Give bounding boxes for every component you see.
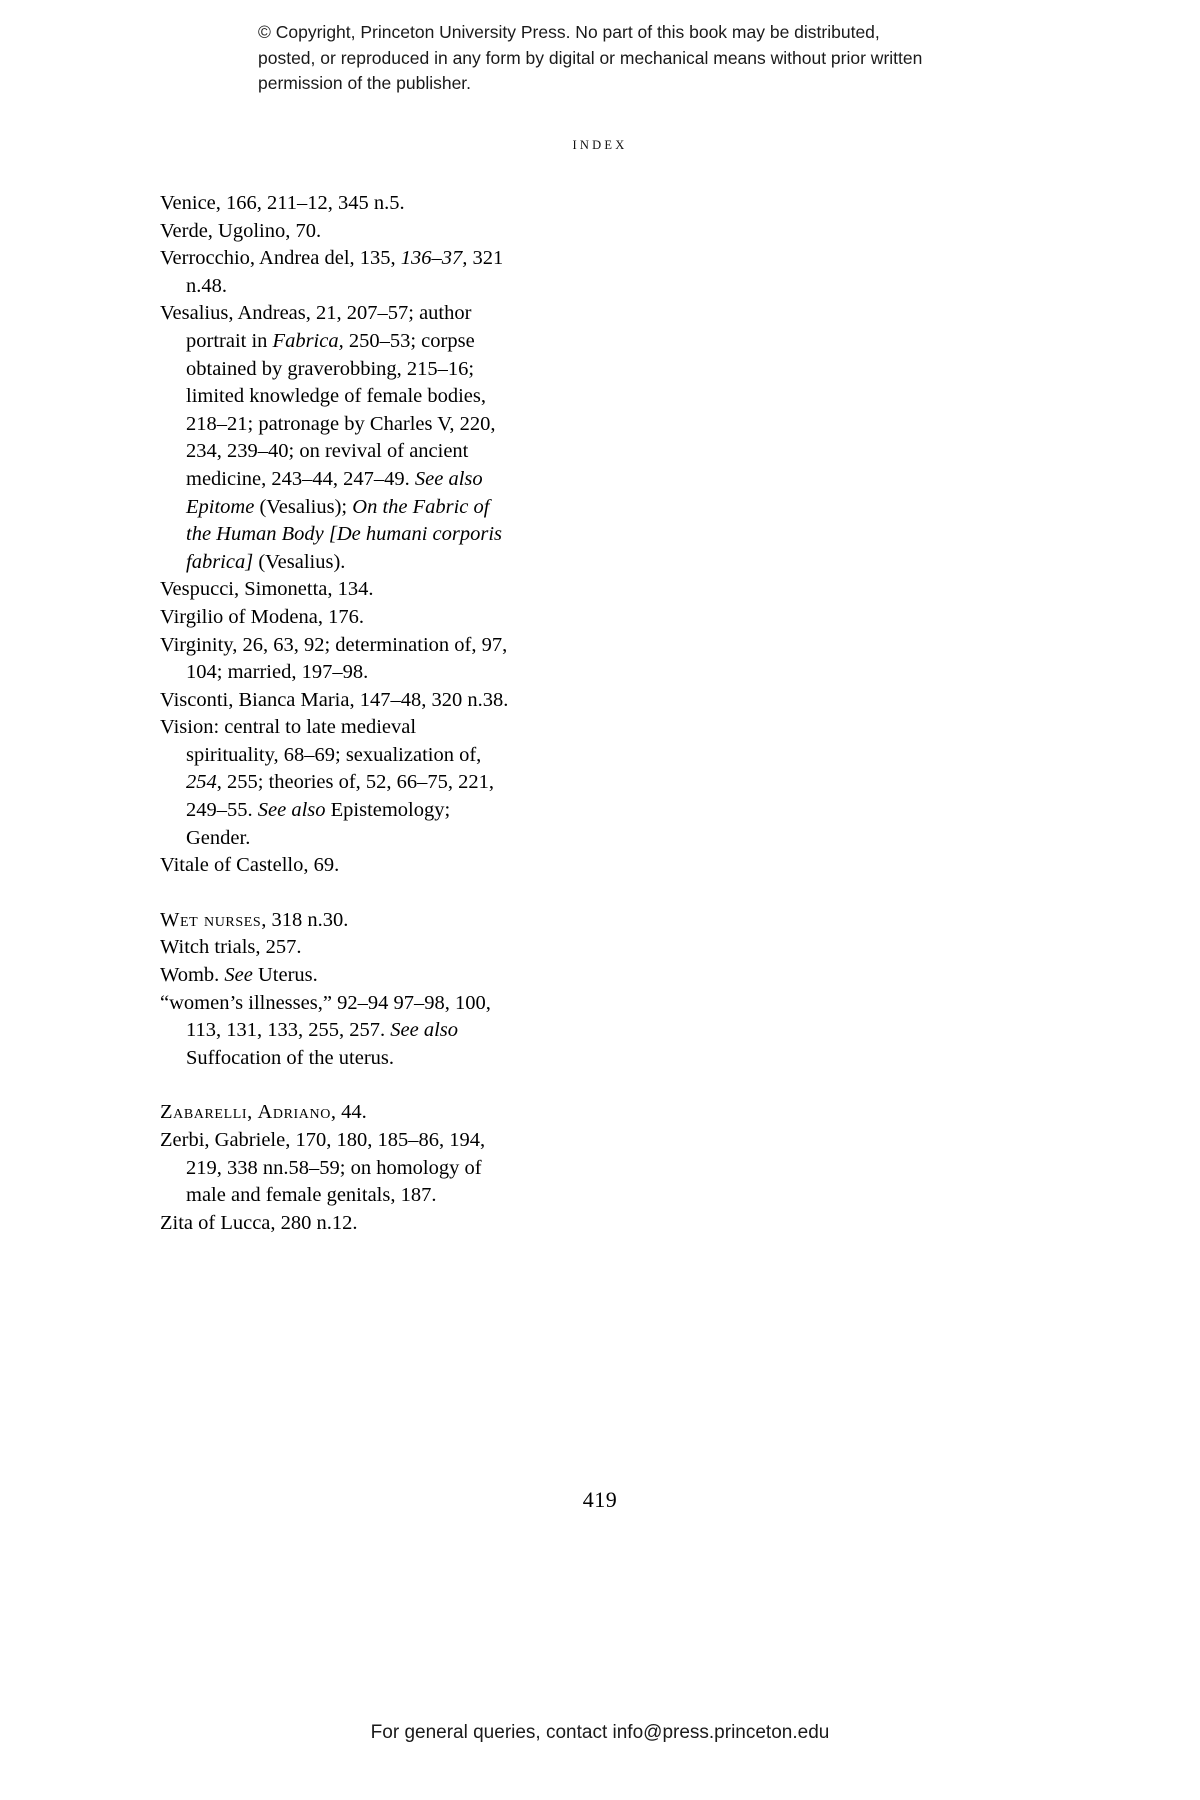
index-entry-vespucci: Vespucci, Simonetta, 134. <box>160 578 374 601</box>
index-entry-verde-ugolino: Verde, Ugolino, 70. <box>160 219 322 242</box>
index-entry-venice: Venice, 166, 211–12, 345 n.5. <box>160 192 405 214</box>
index-entry-verrocchio: Verrocchio, Andrea del, 135, 136–37, 321 n.48. <box>160 247 504 297</box>
running-head: INDEX <box>572 138 628 152</box>
index-entry-vesalius: Vesalius, Andreas, 21, 207–57; author portrait in Fabrica, 250–53; corpse obtained by graverobbing, 215–16; limited knowledge of female bodies, 218–21; patronage by Charles V, 220, 234, 239–40; on revival of ancient medicine, 243–44, 247–49. See also Epitome (Vesalius); On the Fabric of the Human Body [De humani corporis fabrica] (Vesalius). <box>160 302 503 573</box>
index-entry-womens-illnesses: “women’s illnesses,” 92–94 97–98, 100, 113, 131, 133, 255, 257. See also Suffocation of the uterus. <box>160 991 491 1069</box>
index-entry-virgilio-modena: Virgilio of Modena, 176. <box>160 605 364 628</box>
index-entry-zerbi: Zerbi, Gabriele, 170, 180, 185–86, 194, 219, 338 nn.58–59; on homology of male and female genitals, 187. <box>160 1129 486 1207</box>
index-entry-column <box>160 190 510 1237</box>
page-number: 419 <box>582 1487 618 1512</box>
index-entry-vitale-castello: Vitale of Castello, 69. <box>160 854 340 877</box>
index-entry-vision: Vision: central to late medieval spirituality, 68–69; sexualization of, 254, 255; theories of, 52, 66–75, 221, 249–55. See also Epistemology; Gender. <box>160 716 495 849</box>
footer-contact-note: For general queries, contact info@press.princeton.edu <box>370 1722 830 1743</box>
index-entry-virginity: Virginity, 26, 63, 92; determination of, 97, 104; married, 197–98. <box>160 633 508 684</box>
index-entry-zabarelli: Zabarelli, Adriano, 44. <box>160 1101 367 1124</box>
index-entry-womb: Womb. See Uterus. <box>160 964 318 987</box>
index-entry-zita-lucca: Zita of Lucca, 280 n.12. <box>160 1211 358 1234</box>
index-entry-witch-trials: Witch trials, 257. <box>160 936 302 959</box>
index-entry-visconti: Visconti, Bianca Maria, 147–48, 320 n.38. <box>160 688 509 711</box>
index-entry-wet-nurses: Wet nurses, 318 n.30. <box>160 908 349 931</box>
copyright-notice: © Copyright, Princeton University Press. No part of this book may be distributed, posted, or reproduced in any form by digital or mechanical means without prior written permission of the publisher. <box>258 22 923 94</box>
